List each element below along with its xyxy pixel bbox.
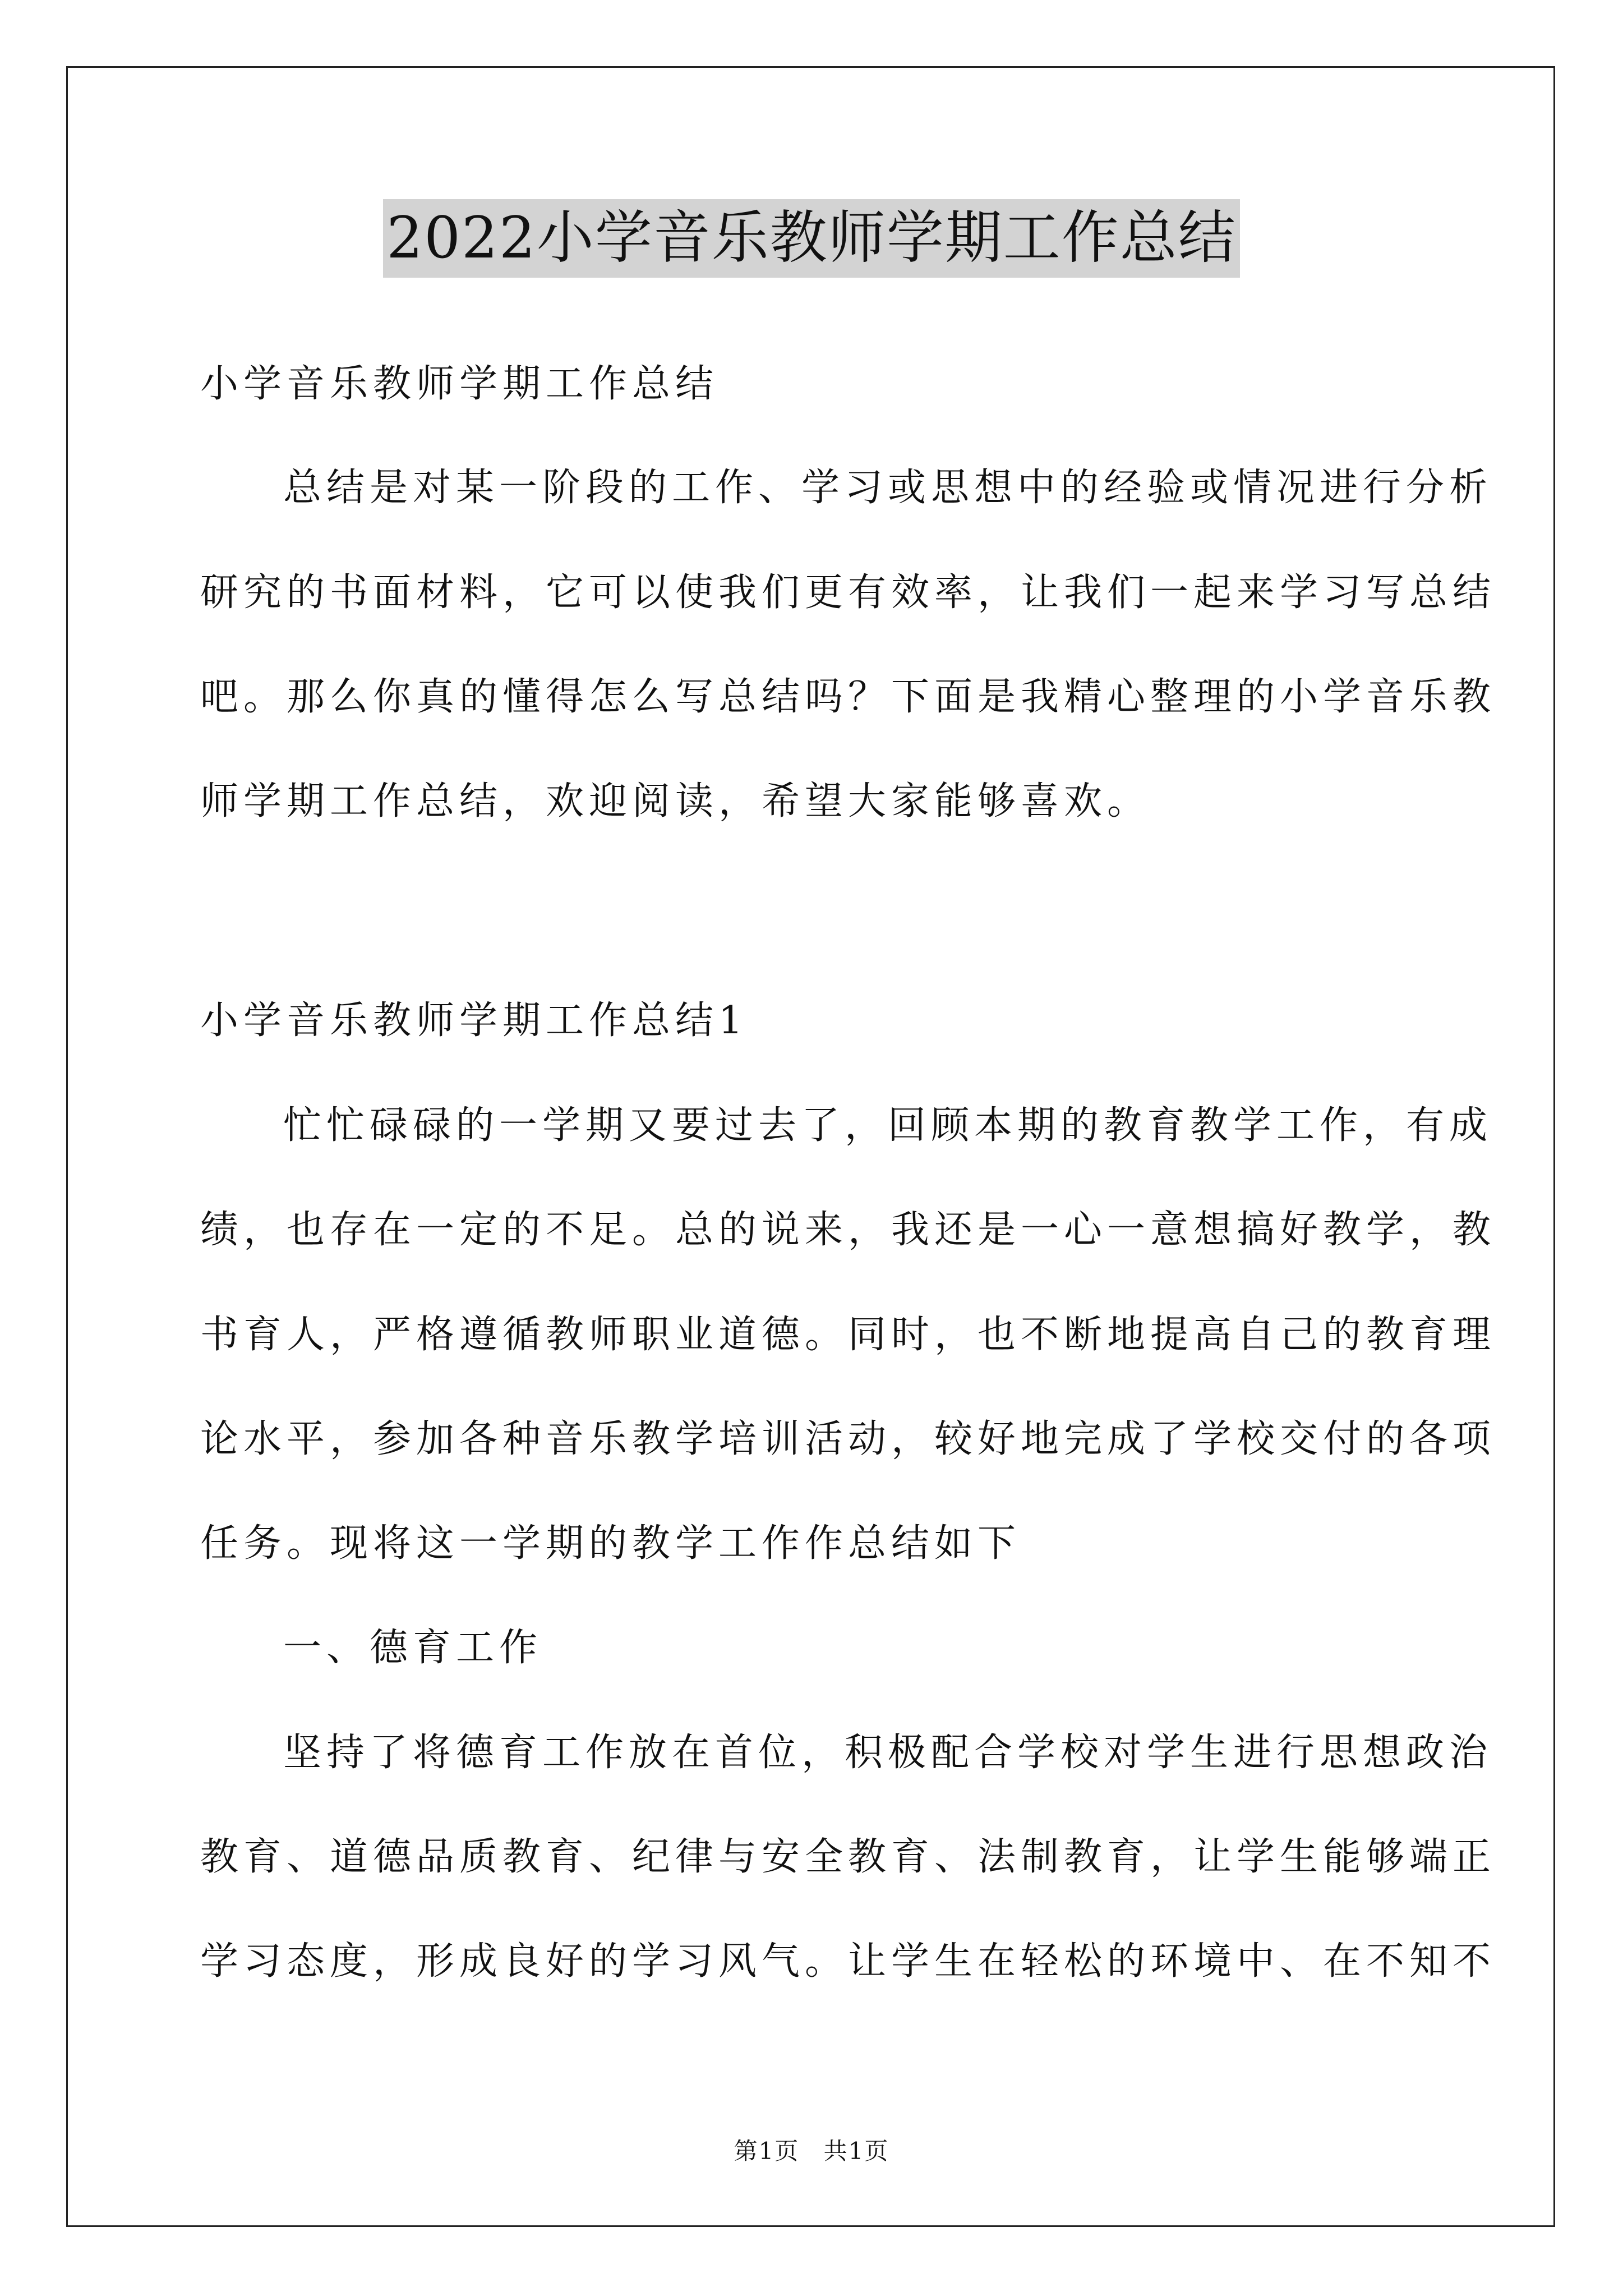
intro-line-4: 师学期工作总结，欢迎阅读，希望大家能够喜欢。 (200, 779, 1151, 823)
intro-line-2: 研究的书面材料，它可以使我们更有效率，让我们一起来学习写总结 (200, 570, 1496, 615)
section-para-line-3: 书育人，严格遵循教师职业道德。同时，也不断地提高自己的教育理 (200, 1313, 1496, 1357)
section-para-line-5: 任务。现将这一学期的教学工作作总结如下 (200, 1521, 1021, 1566)
page-total: 共1页 (823, 2137, 889, 2165)
subheading-moral-education: 一、德育工作 (283, 1626, 543, 1670)
section-para-line-1: 忙忙碌碌的一学期又要过去了，回顾本期的教育教学工作，有成 (283, 1103, 1493, 1148)
section-para-line-4: 论水平，参加各种音乐教学培训活动，较好地完成了学校交付的各项 (200, 1417, 1496, 1461)
moral-para-line-2: 教育、道德品质教育、纪律与安全教育、法制教育，让学生能够端正 (200, 1835, 1496, 1879)
page-number: 第1页 (734, 2137, 800, 2165)
moral-para-line-3: 学习态度，形成良好的学习风气。让学生在轻松的环境中、在不知不 (200, 1939, 1496, 1984)
page-footer (0, 2134, 1623, 2168)
moral-para-line-1: 坚持了将德育工作放在首位，积极配合学校对学生进行思想政治 (283, 1731, 1493, 1775)
document-title: 2022小学音乐教师学期工作总结 (383, 199, 1240, 278)
intro-line-1: 总结是对某一阶段的工作、学习或思想中的经验或情况进行分析 (283, 466, 1493, 510)
section-heading: 小学音乐教师学期工作总结1 (200, 999, 748, 1043)
section-para-line-2: 绩，也存在一定的不足。总的说来，我还是一心一意想搞好教学，教 (200, 1208, 1496, 1252)
title-container (0, 199, 1623, 278)
intro-line-3: 吧。那么你真的懂得怎么写总结吗？下面是我精心整理的小学音乐教 (200, 675, 1496, 719)
document-subtitle: 小学音乐教师学期工作总结 (200, 362, 719, 406)
